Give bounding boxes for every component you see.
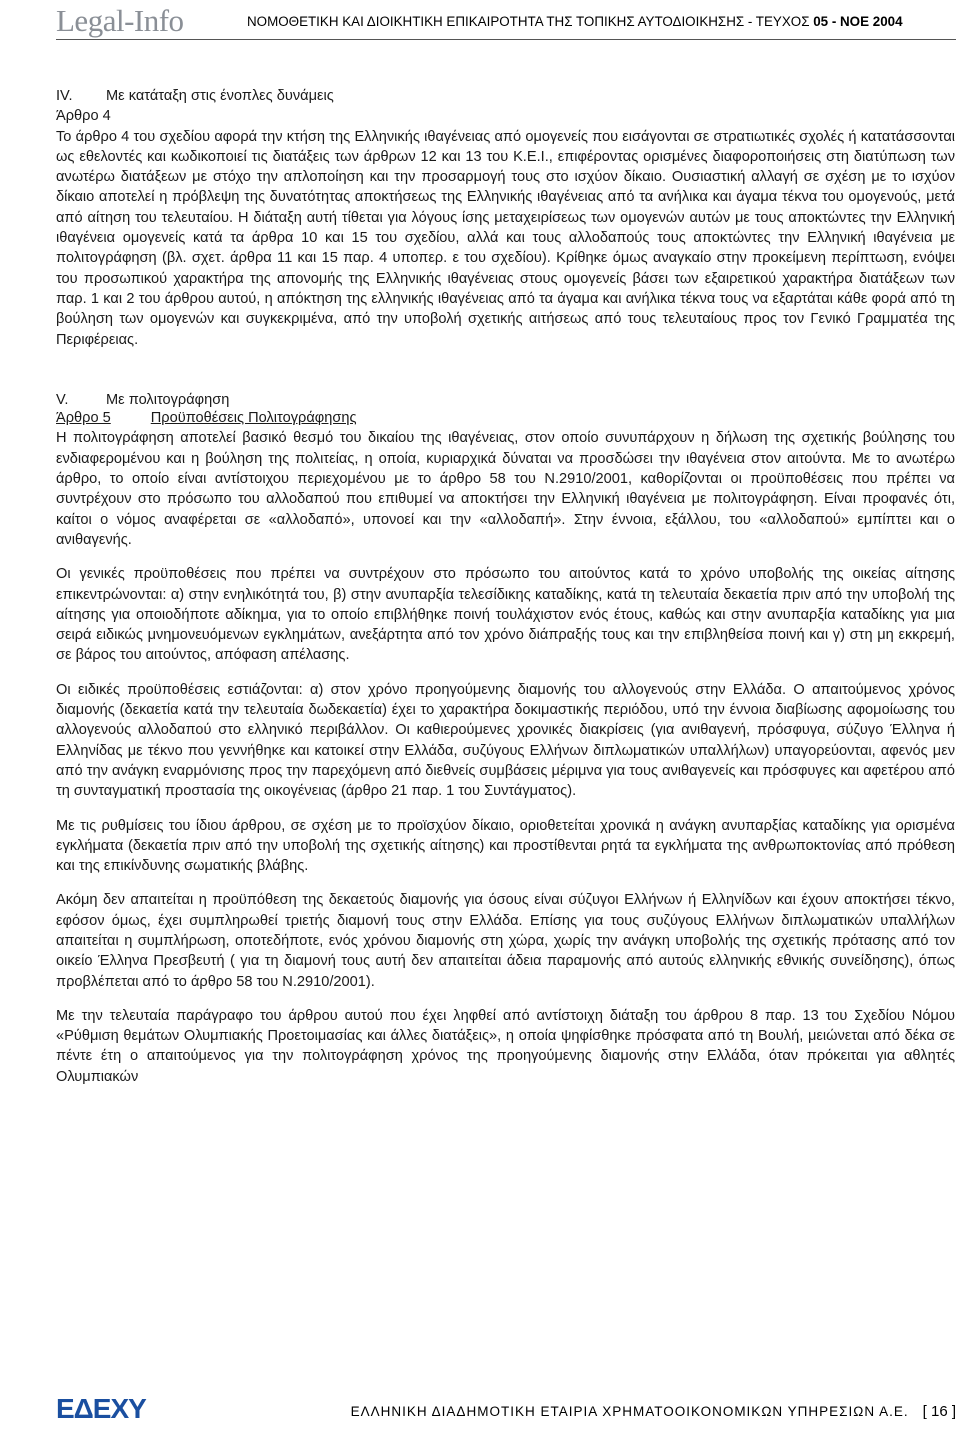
paragraph: Οι γενικές προϋποθέσεις που πρέπει να συντρέχουν στο πρόσωπο του αιτούντος κατά το χρόνο υποβολής της οικείας αίτησης επικεντρώνονται: α) στην ενηλικότητά του, β) στην ανυπαρξία τελεσίδικης καταδίκης, κατά τη τελευταία δεκαετία πριν από την υποβολή της αίτησης για οποιοδήποτε αδίκημα, για το οποίο επιβλήθηκε ποινή τουλάχιστον ενός έτους, καθώς και στην ανυπαρξία καταδίκης για μια σειρά ειδικώς μνημονευόμενων εγκλημάτων, ανεξάρτητα από τον χρόνο διάπραξής τους και την επιβληθείσα ποινή και γ) στη μη εκκρεμή, σε βάρος του αιτούντος, απόφαση απέλασης.: [56, 566, 955, 664]
article-5-label: Άρθρο 5: [56, 410, 111, 427]
document-body: [56, 86, 955, 1087]
section-heading-v: [56, 390, 955, 410]
issue-label: 05 - ΝΟΕ 2004: [813, 14, 903, 29]
section-number: IV.: [56, 88, 73, 104]
article-5-heading: [56, 408, 955, 428]
section-number: V.: [56, 391, 69, 408]
paragraph: Η πολιτογράφηση αποτελεί βασικό θεσμό του δικαίου της ιθαγένειας, στον οποίο συνυπάρχουν η δήλωση της σχετικής βούλησης του ενδιαφερομένου και η βούληση της πολιτείας, η οποία, κυριαρχικά δύναται να προσδώσει την ιθαγένεια στον αιτούντα. Με το ανωτέρω άρθρο, το οποίο είναι αντίστοιχου περιεχομένου με το άρθρο 58 του Ν.2910/2001, καθορίζονται οι προϋποθέσεις που πρέπει να συντρέχουν στο πρόσωπο του αλλοδαπού που επιθυμεί να αποκτήσει την Ελληνική ιθαγένεια με πολιτογράφηση. Είναι προφανές ότι, καίτοι ο νόμος αναφέρεται σε «αλλοδαπό», υπονοεί και την «αλλοδαπή». Στην έννοια, εξάλλου, του «αλλοδαπού» εμπίπτει και ο ανιθαγενής.: [56, 430, 955, 548]
article-5-title: Προϋποθέσεις Πολιτογράφησης: [150, 410, 357, 427]
footer-text: [351, 1403, 956, 1420]
page-header: [0, 0, 960, 42]
article-4-heading: Άρθρο 4: [56, 108, 111, 125]
section-heading-iv: [56, 86, 955, 106]
edexy-logo: [56, 1393, 146, 1425]
page-footer: [56, 1393, 956, 1427]
section-title: Με κατάταξη στις ένοπλες δυνάμεις: [106, 88, 334, 104]
publication-title: ΝΟΜΟΘΕΤΙΚΗ ΚΑΙ ΔΙΟΙΚΗΤΙΚΗ ΕΠΙΚΑΙΡΟΤΗΤΑ ΤΗΣ ΤΟΠΙΚΗΣ ΑΥΤΟΔΙΟΙΚΗΣΗΣ - ΤΕΥΧΟΣ: [247, 14, 810, 29]
section-title: Με πολιτογράφηση: [106, 391, 230, 408]
paragraph: Οι ειδικές προϋποθέσεις εστιάζονται: α) στον χρόνο προηγούμενης διαμονής του αλλογενούς στην Ελλάδα. Ο απαιτούμενος χρόνος διαμονής (δεκαετία κατά την τελευταία δωδεκαετία) έχει το χαρακτήρα δοκιμαστικής περιόδου, υπό την έννοια διαβίωσης αφομοίωσης του αλλογενούς αλλοδαπού στο ελληνικό περιβάλλον. Οι καθιερούμενες χρονικές διακρίσεις (για ανιθαγενή, πρόσφυγα, σύζυγο Έλληνα ή Ελληνίδας με τέκνο που γεννήθηκε και κατοικεί στην Ελλάδα, συζύγους Ελλήνων διπλωματικών υπαλλήλων) υπαγορεύονται, αφενός μεν από την ανάγκη εναρμόνισης προς την παρεχόμενη από διεθνείς συμβάσεις μέριμνα για τους ανιθαγενείς και πρόσφυγες και αφετέρου από τη συνταγματική προστασία της οικογένειας (άρθρο 21 παρ. 1 του Συντάγματος).: [56, 681, 955, 800]
header-divider: [56, 39, 956, 40]
legal-info-logo: Legal-Info: [56, 3, 184, 38]
header-title: [247, 14, 955, 29]
page-number: [ 16 ]: [922, 1403, 956, 1420]
paragraph: Ακόμη δεν απαιτείται η προϋπόθεση της δεκαετούς διαμονής για όσους είναι σύζυγοι Ελλήνων ή Ελληνίδων και έχουν αποκτήσει τέκνο, εφόσον όμως, έχει συμπληρωθεί τριετής διαμονή τους στην Ελλάδα. Επίσης για τους συζύγους Ελλήνων διπλωματικών υπαλλήλων απαιτείται η συμπλήρωση, οποτεδήποτε, ενός χρόνου διαμονής στη χώρα, χωρίς την ανάγκη υποβολής της σχετικής πρότασης από τον οικείο Έλληνα Πρεσβευτή ( για τη διαμονή τους αυτή δεν απαιτείται άδεια παραμονής από αυτούς ελληνικής εθνικής συνείδησης), όπως προβλέπεται από το άρθρο 58 του Ν.2910/2001).: [56, 892, 955, 990]
article-4-text: Το άρθρο 4 του σχεδίου αφορά την κτήση της Ελληνικής ιθαγένειας από ομογενείς που εισάγονται σε στρατιωτικές σχολές ή κατατάσσονται ως εθελοντές και κωδικοποιεί τις διατάξεις των άρθρων 12 και 13 του Κ.Ε.Ι., επιφέροντας ορισμένες διαφοροποιήσεις στη διατύπωση των ανωτέρω διατάξεων με στόχο την απλοποίηση και την προσαρμογή τους στο ισχύον δίκαιο. Ουσιαστική αλλαγή σε σχέση με το ισχύον δίκαιο αποτελεί η πρόβλεψη της δυνατότητας αποκτήσεως της Ελληνικής ιθαγένειας από τα ανήλικα και άγαμα τέκνα του ομογενούς, μετά από αίτηση του τελευταίου. Η διάταξη αυτή τίθεται για λόγους ίσης μεταχειρίσεως των ομογενών αυτών με τους αποκτώντες την Ελληνική ιθαγένεια ομογενείς κατά τα άρθρα 10 και 15 του σχεδίου, αλλά και τους αλλοδαπούς τους αποκτώντες την Ελληνική ιθαγένεια με πολιτογράφηση (βλ. σχετ. άρθρα 11 και 15 παρ. 4 υποπερ. ε του σχεδίου). Κρίθηκε όμως αναγκαίο στην προκείμενη περίπτωση, ενόψει του προσωπικού χαρακτήρα της απονομής της Ελληνικής ιθαγένειας στους ομογενείς βάσει των εξαιρετικού χαρακτήρα διατάξεων των παρ. 1 και 2 του άρθρου αυτού, η απόκτηση της ελληνικής ιθαγένειας από τα άγαμα και ανήλικα τέκνα τους να εξαρτάται κάθε φορά από τη βούληση των ομογενών και συγκεκριμένα, από την υποβολή σχετικής αιτήσεως από τους τελευταίους προς τον Γενικό Γραμματέα της Περιφέρειας.: [56, 128, 955, 348]
edexy-logo-text: ΕΔΕΧΥ: [56, 1393, 146, 1424]
paragraph: Με τις ρυθμίσεις του ίδιου άρθρου, σε σχέση με το προϊσχύον δίκαιο, οριοθετείται χρονικά η ανάγκη ανυπαρξίας καταδίκης για ορισμένα εγκλήματα (δεκαετία πριν από την υποβολή της σχετικής αίτησης) και προστίθενται ρητά τα εγκλήματα της ανθρωποκτονίας από πρόθεση και της επικίνδυνης σωματικής βλάβης.: [56, 817, 955, 875]
paragraph: Με την τελευταία παράγραφο του άρθρου αυτού που έχει ληφθεί από αντίστοιχη διάταξη του άρθρου 8 παρ. 13 του Σχεδίου Νόμου «Ρύθμιση θεμάτων Ολυμπιακής Προετοιμασίας και άλλες διατάξεις», η οποία ψηφίσθηκε πρόσφατα από τη Βουλή, μειώνεται από δέκα σε πέντε έτη ο απαιτούμενος για την πολιτογράφηση χρόνος της προηγούμενης διαμονής στην Ελλάδα, όταν πρόκειται για αθλητές Ολυμπιακών: [56, 1007, 955, 1085]
company-name: ΕΛΛΗΝΙΚΗ ΔΙΑΔΗΜΟΤΙΚΗ ΕΤΑΙΡΙΑ ΧΡΗΜΑΤΟΟΙΚΟΝΟΜΙΚΩΝ ΥΠΗΡΕΣΙΩΝ Α.Ε.: [350, 1404, 909, 1419]
